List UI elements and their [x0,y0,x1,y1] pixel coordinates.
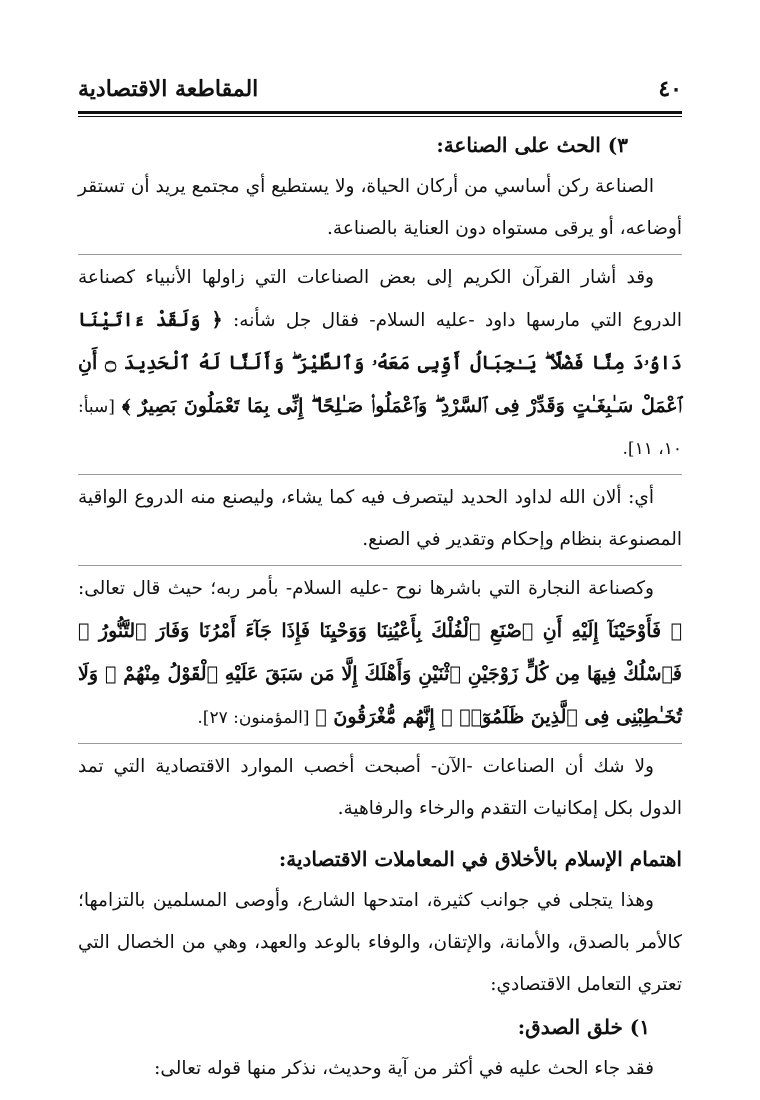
page-body [78,124,682,1090]
header-rule [78,111,682,117]
paragraph: فقد جاء الحث عليه في أكثر من آية وحديث، نذكر منها قوله تعالى: [154,1058,654,1079]
paragraph: ولا شك أن الصناعات -الآن- أصبحت أخصب الموارد الاقتصادية التي تمد الدول بكل إمكانيات التقدم والرخاء والرفاهية. [78,756,682,819]
paragraph-with-quote [78,568,682,739]
paragraph-with-quote [78,257,682,470]
paragraph: الصناعة ركن أساسي من أركان الحياة، ولا يستطيع أي مجتمع يريد أن تستقر أوضاعه، أو يرقى مستواه دون العناية بالصناعة. [78,176,682,239]
divider [78,254,682,255]
paragraph: وهذا يتجلى في جوانب كثيرة، امتدحها الشارع، وأوصى المسلمين بالتزامها؛ كالأمر بالصدق، والأمانة، والإتقان، والوفاء بالوعد والعهد، وهي من الخصال التي تعتري التعامل الاقتصادي: [78,890,682,995]
paragraph-intro: وقد أشار القرآن الكريم إلى بعض الصناعات التي زاولها الأنبياء كصناعة الدروع التي مارسها داود -عليه السلام- فقال جل شأنه: [78,267,682,331]
quran-verse: ﴿ فَأَوْحَيْنَآ إِلَيْهِ أَنِ ٱصْنَعِ ٱلْفُلْكَ بِأَعْيُنِنَا وَوَحْيِنَا فَإِذَا جَآءَ أَمْرُنَا وَفَارَ ٱلتَّنُّورُ ۙ فَٱسْلُكْ فِيهَا مِن كُلٍّ زَوْجَيْنِ ٱثْنَيْنِ وَأَهْلَكَ إِلَّا مَن سَبَقَ عَلَيْهِ ٱلْقَوْلُ مِنْهُمْ ۖ وَلَا تُخَـٰطِبْنِى فِى ٱلَّذِينَ ظَلَمُوٓا۟ ۖ إِنَّهُم مُّغْرَقُونَ ﴾ [78,620,682,728]
divider [78,474,682,475]
paragraph: أي: ألان الله لداود الحديد ليتصرف فيه كما يشاء، وليصنع منه الدروع الواقية المصنوعة بنظام وإحكام وتقدير في الصنع. [78,487,682,550]
verse-citation: [المؤمنون: ٢٧]. [197,708,310,728]
page-number: ٤٠ [658,76,682,102]
divider [78,743,682,744]
paragraph-intro: وكصناعة النجارة التي باشرها نوح -عليه السلام- بأمر ربه؛ حيث قال تعالى: [78,578,654,599]
running-header [78,70,682,108]
divider [78,565,682,566]
quran-verse: ﴿ وَلَقَدْ ءَاتَيْنَا دَاوُۥدَ مِنَّا فَضْلًا ۖ يَـٰجِبَالُ أَوِّبِى مَعَهُۥ وَٱلطَّيْرَ ۖ وَأَلَنَّا لَهُ ٱلْحَدِيدَ ۝ أَنِ ٱعْمَلْ سَـٰبِغَـٰتٍ وَقَدِّرْ فِى ٱلسَّرْدِ ۖ وَٱعْمَلُوا۟ صَـٰلِحًا ۖ إِنِّى بِمَا تَعْمَلُونَ بَصِيرٌ ﴾ [78,309,682,417]
section-heading-truthfulness: ١) خلق الصدق: [517,1015,650,1039]
running-title: المقاطعة الاقتصادية [78,76,259,102]
verse-citation: [سبأ: ١٠، ١١]. [78,397,682,459]
section-heading-ethics: اهتمام الإسلام بالأخلاق في المعاملات الاقتصادية: [278,847,682,871]
section-heading-industry: ٣) الحث على الصناعة: [436,133,628,157]
